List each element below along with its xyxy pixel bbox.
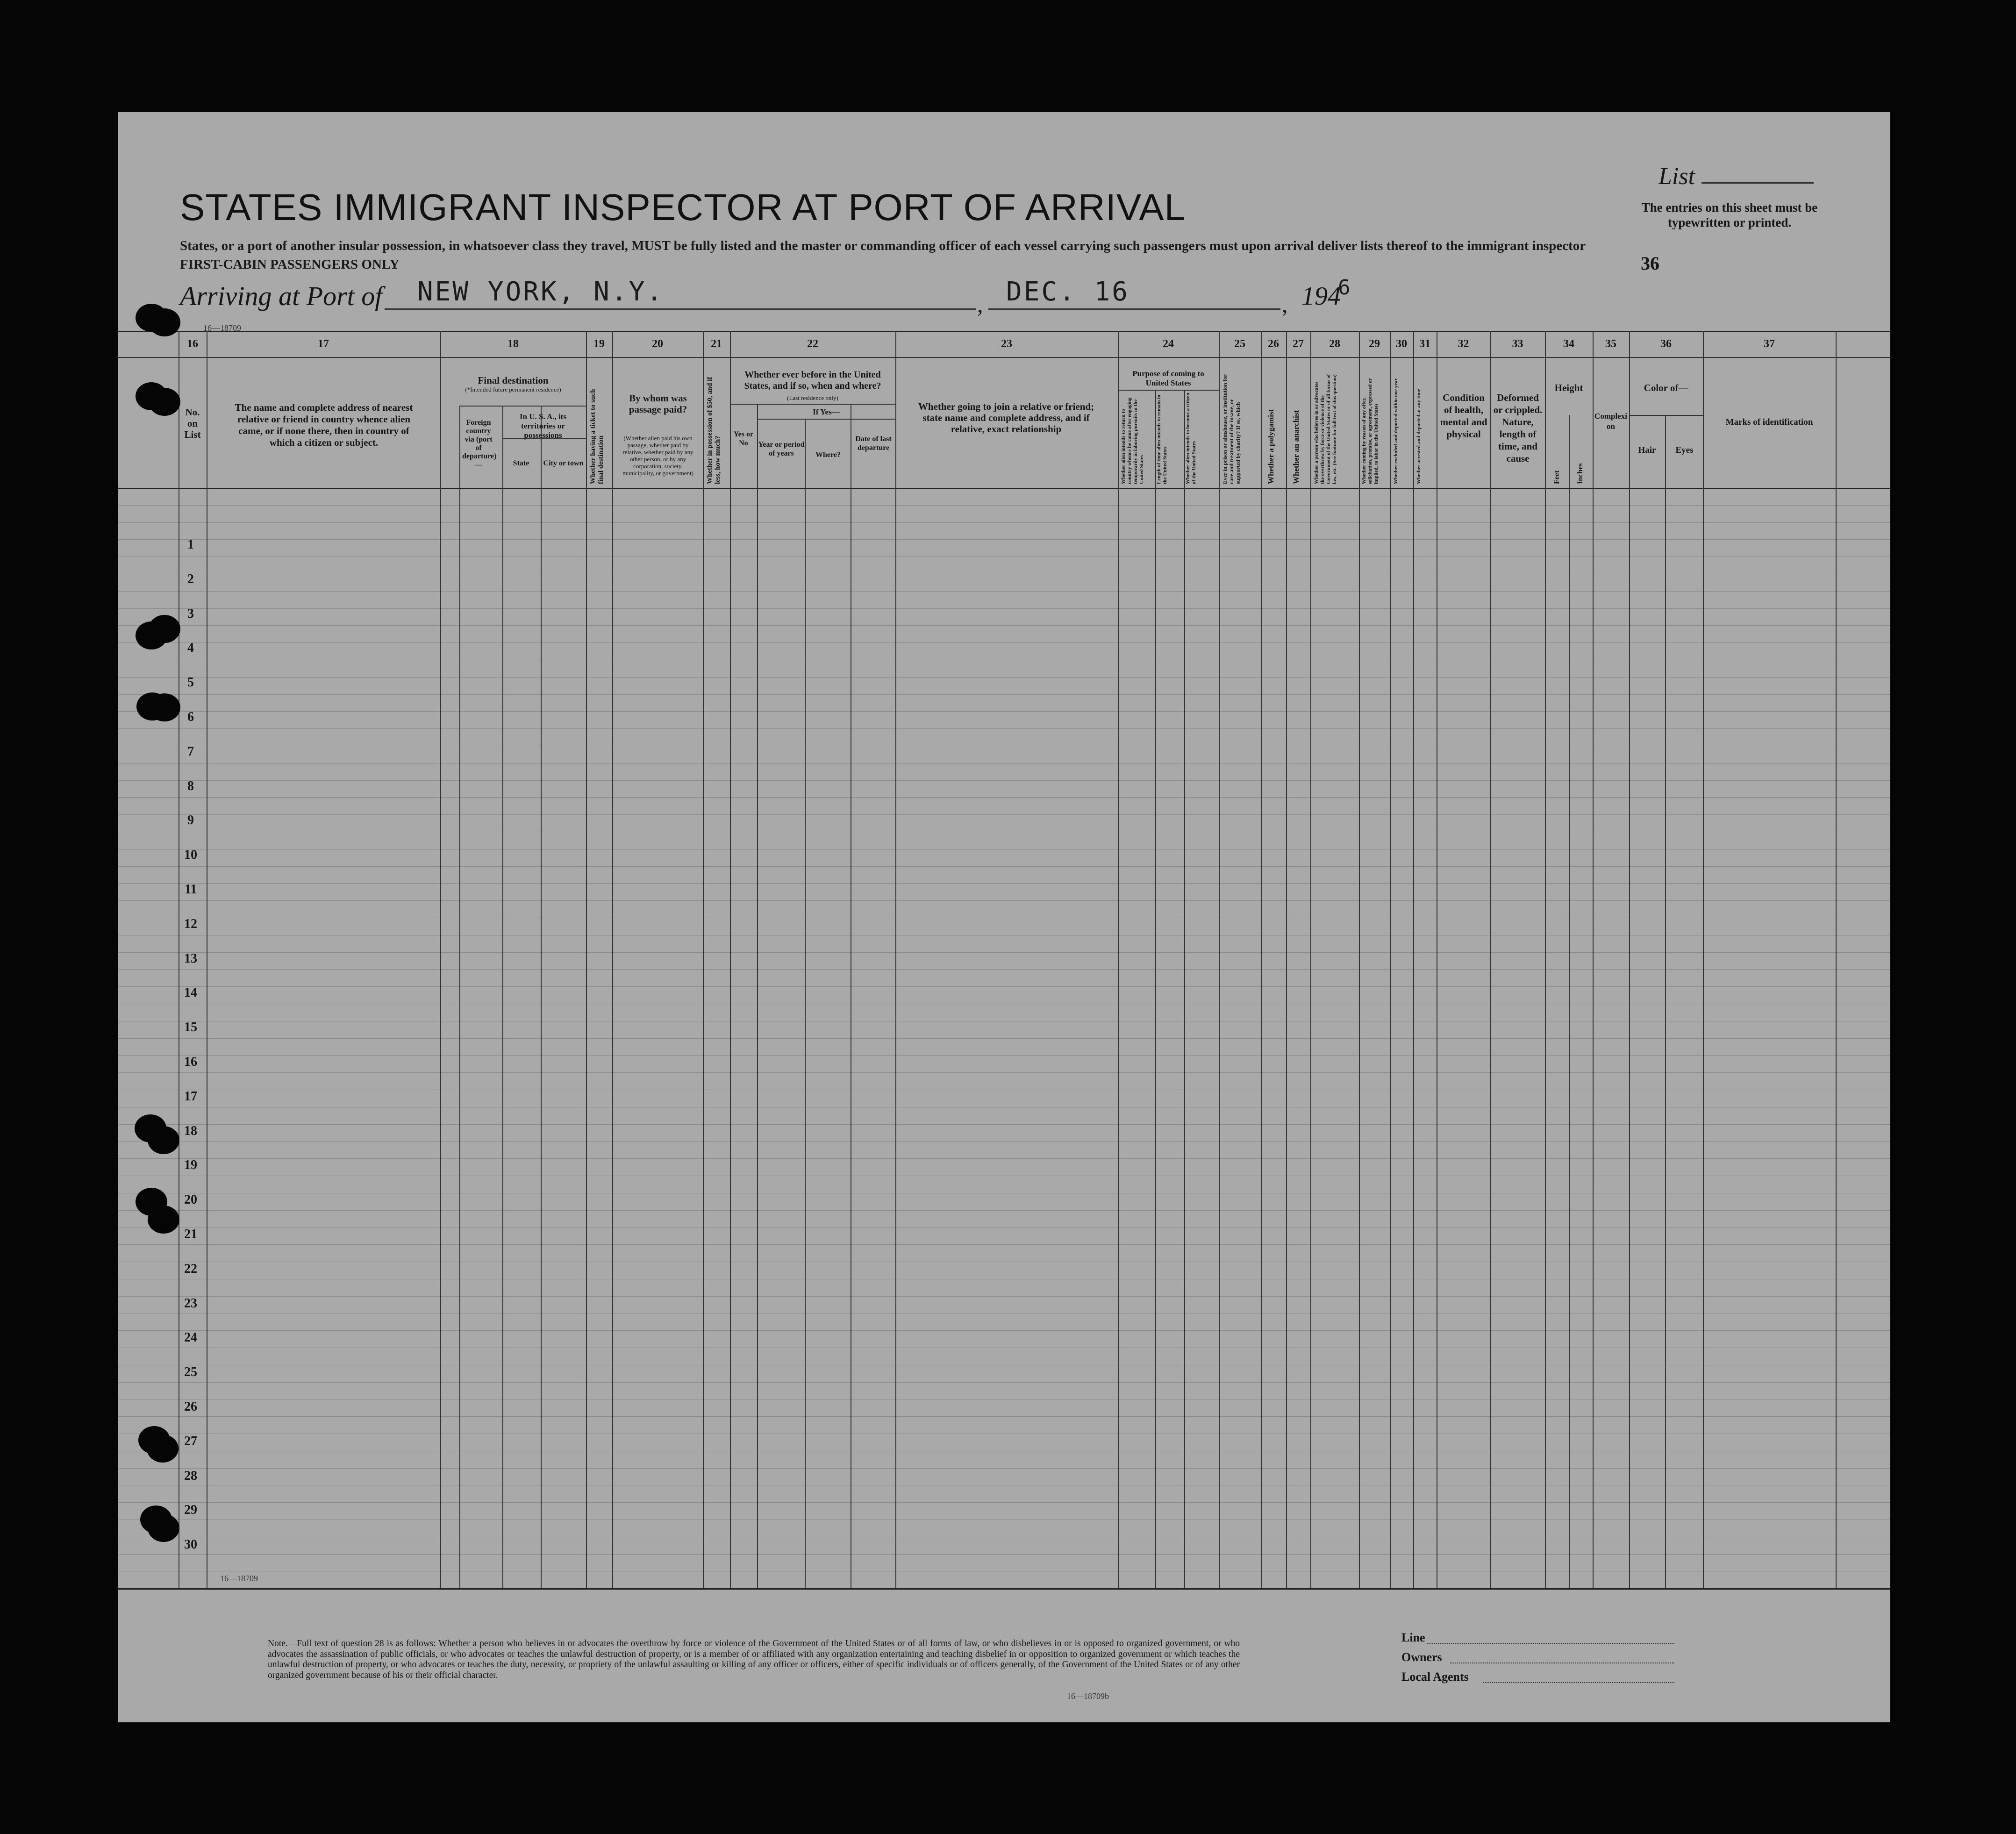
row-number: 4 xyxy=(187,641,194,655)
ruled-line xyxy=(118,883,1890,884)
colnum-34: 34 xyxy=(1563,338,1574,350)
column-line xyxy=(1118,331,1119,1588)
column-line xyxy=(459,406,460,1588)
colnum-23: 23 xyxy=(1001,338,1012,350)
rule-in-usa xyxy=(502,438,586,439)
header-arrested: Whether arrested and deported at any time xyxy=(1416,389,1422,484)
port-value: NEW YORK, N.Y. xyxy=(417,277,665,307)
header-yes-no: Yes or No xyxy=(733,430,754,447)
header-city-town: City or town xyxy=(543,459,584,467)
colnum-21: 21 xyxy=(711,338,722,350)
ruled-line xyxy=(118,797,1890,798)
rule-color-of xyxy=(1629,415,1703,416)
ruled-line xyxy=(118,1158,1890,1159)
colnum-16: 16 xyxy=(187,338,198,350)
colnum-30: 30 xyxy=(1396,338,1407,350)
ruled-line xyxy=(118,642,1890,643)
header-ticket: Whether having a ticket to such final destination xyxy=(589,389,605,484)
header-passage-paid-note: (Whether alien paid his own passage, whether paid by relative, whether paid by any other person, or by any corporation, society, municipality, or government) xyxy=(622,435,693,477)
colnum-25: 25 xyxy=(1234,338,1245,350)
punch-hole xyxy=(149,388,180,416)
punch-hole xyxy=(148,1514,179,1542)
row-number: 29 xyxy=(184,1503,197,1517)
header-last-departure: Date of last departure xyxy=(855,435,892,452)
comma-1: , xyxy=(977,291,983,317)
ruled-line xyxy=(118,625,1890,626)
row-number: 16 xyxy=(184,1055,197,1069)
page-title: STATES IMMIGRANT INSPECTOR AT PORT OF ARRIVAL xyxy=(180,186,1186,228)
row-number: 18 xyxy=(184,1124,197,1138)
header-purpose: Purpose of coming to United States xyxy=(1132,369,1204,387)
arriving-label: Arriving at Port of xyxy=(180,281,383,311)
column-line xyxy=(805,419,806,1588)
header-final-destination-note: (*Intended future permanent residence) xyxy=(465,386,561,393)
header-purpose-citizen: Whether alien intends to become a citizen of the United States xyxy=(1185,392,1197,484)
column-line xyxy=(1359,331,1360,1588)
ruled-line xyxy=(118,780,1890,781)
ruled-line xyxy=(118,1038,1890,1039)
colnum-17: 17 xyxy=(318,338,329,350)
column-line xyxy=(541,406,542,1588)
footnote: Note.—Full text of question 28 is as follows: Whether a person who believes in or advocates the overthrow by force or violence of the Government of the United States or of all forms of law, or who disbelieves in or is opposed to organized government, or who advocates the assassination of public officials, or who advocates or teaches the unlawful destruction of property, or is a member of or affiliated with any organization entertaining and teaching disbelief in or opposition to organized government or which teaches the unlawful destruction of property, or who advocates or teaches the duty, necessity, or propriety of the unlawful assaulting or killing of any officer or officers, either of specific individuals or of officers generally, of the Government of the United States or of any other organized government because of his or their official character. xyxy=(268,1639,1240,1680)
row-number: 14 xyxy=(184,985,197,1000)
colnum-29: 29 xyxy=(1369,338,1380,350)
agents-field xyxy=(1483,1682,1674,1683)
row-number: 23 xyxy=(184,1296,197,1311)
row-number: 8 xyxy=(187,779,194,793)
header-excluded: Whether excluded and deported within one year xyxy=(1393,378,1399,484)
colnum-35: 35 xyxy=(1605,338,1616,350)
header-foreign-country: Foreign country via (port of departure)— xyxy=(462,419,497,469)
rule-height-split xyxy=(1569,415,1570,488)
colnum-24: 24 xyxy=(1163,338,1174,350)
header-prison: Ever in prison or almshouse, or institution for care and treatment of the insane, or supported by charity? If so, which xyxy=(1222,374,1241,484)
header-ever-before-note: (Last residence only) xyxy=(787,394,838,401)
header-if-yes: If Yes— xyxy=(813,407,840,416)
ruled-line xyxy=(118,1055,1890,1056)
row-number: 17 xyxy=(184,1089,197,1104)
ruled-line xyxy=(118,1141,1890,1142)
row-number: 22 xyxy=(184,1262,197,1276)
year-suffix: 6 xyxy=(1338,276,1352,300)
year-prefix: 194 xyxy=(1301,282,1341,311)
header-where: Where? xyxy=(815,451,841,459)
ruled-line xyxy=(118,1330,1890,1331)
line-label: Line xyxy=(1401,1631,1425,1644)
header-health: Condition of health, mental and physical xyxy=(1440,392,1487,440)
header-hair: Hair xyxy=(1638,445,1656,455)
sub-column-line xyxy=(1569,415,1570,1588)
header-in-usa: In U. S. A., its territories or possessions xyxy=(519,412,567,440)
line-field xyxy=(1427,1643,1674,1644)
colnum-19: 19 xyxy=(593,338,605,350)
ruled-line xyxy=(118,969,1890,970)
colnum-31: 31 xyxy=(1419,338,1430,350)
colnum-20: 20 xyxy=(652,338,663,350)
ruled-line xyxy=(118,763,1890,764)
entries-note: The entries on this sheet must be typewritten or printed. xyxy=(1641,200,1818,229)
date-value: DEC. 16 xyxy=(1006,277,1130,307)
punch-hole xyxy=(147,1434,179,1463)
colnum-32: 32 xyxy=(1458,338,1469,350)
header-no-on-list: No. on List xyxy=(184,407,201,440)
cabin-class: FIRST-CABIN PASSENGERS ONLY xyxy=(180,257,400,272)
header-labor-offer: Whether coming by reason of any offer, solicitation, promise, or agreement, expressed or implied, to labor in the United States xyxy=(1361,378,1379,484)
ruled-line xyxy=(118,677,1890,678)
row-number: 12 xyxy=(184,917,197,931)
colnum-27: 27 xyxy=(1293,338,1304,350)
ruled-line xyxy=(118,1124,1890,1125)
sub-column-line xyxy=(1665,415,1666,1588)
ruled-line xyxy=(118,1296,1890,1297)
column-line xyxy=(1286,331,1287,1588)
rule-purpose xyxy=(1118,390,1219,391)
comma-2: , xyxy=(1282,291,1288,317)
row-number: 19 xyxy=(184,1158,197,1172)
punch-hole xyxy=(149,308,180,336)
ruled-line xyxy=(118,505,1890,506)
row-number: 11 xyxy=(184,882,197,897)
ruled-line xyxy=(118,591,1890,592)
row-number: 7 xyxy=(187,744,194,759)
manifest-sheet xyxy=(118,112,1890,1722)
header-final-destination: Final destination xyxy=(478,375,549,386)
ruled-line xyxy=(118,522,1890,523)
colnum-37: 37 xyxy=(1764,338,1775,350)
punch-hole xyxy=(148,1126,179,1154)
ruled-line xyxy=(118,728,1890,729)
column-line xyxy=(1184,390,1185,1588)
header-deformed: Deformed or crippled. Nature, length of time, and cause xyxy=(1493,392,1543,464)
header-inches: Inches xyxy=(1576,463,1584,484)
ruled-line xyxy=(118,1502,1890,1503)
header-height: Height xyxy=(1554,382,1583,393)
form-code-bottom: 16—18709 xyxy=(220,1574,258,1583)
punch-hole xyxy=(148,1206,179,1234)
ruled-line xyxy=(118,952,1890,953)
row-number: 27 xyxy=(184,1434,197,1449)
header-color-of: Color of— xyxy=(1644,382,1688,393)
ruled-line xyxy=(118,1244,1890,1245)
column-line xyxy=(1490,331,1491,1588)
column-line xyxy=(895,331,896,1588)
ruled-line xyxy=(118,1210,1890,1211)
row-number: 15 xyxy=(184,1020,197,1035)
colnum-18: 18 xyxy=(508,338,519,350)
column-line xyxy=(1593,331,1594,1588)
ruled-line xyxy=(118,711,1890,712)
footer-form-code: 16—18709b xyxy=(1067,1691,1109,1701)
row-number: 10 xyxy=(184,848,197,862)
column-line xyxy=(440,331,441,1588)
header-feet: Feet xyxy=(1553,470,1561,484)
column-line xyxy=(1310,331,1311,1588)
header-state: State xyxy=(513,459,529,467)
punch-hole xyxy=(149,615,180,643)
header-q28: Whether a person who believes in or advocates the overthrow by force or violence of the Government of the United States or of all forms of law, etc. (See footnote for full text of this question) xyxy=(1314,374,1337,484)
form-code-top: 16—18709 xyxy=(203,323,241,333)
row-number: 2 xyxy=(187,572,194,586)
ruled-line xyxy=(118,608,1890,609)
header-purpose-length: Length of time alien intends to remain in the United States xyxy=(1156,394,1168,484)
column-line xyxy=(502,406,503,1588)
row-number: 30 xyxy=(184,1537,197,1552)
ruled-line xyxy=(118,539,1890,540)
column-line xyxy=(1390,331,1391,1588)
ruled-line xyxy=(118,1382,1890,1383)
colnum-28: 28 xyxy=(1329,338,1340,350)
header-nearest-relative: The name and complete address of nearest relative or friend in country whence alien came, or if none there, then in country of which a citizen or subject. xyxy=(235,402,413,448)
row-number: 26 xyxy=(184,1399,197,1414)
ruled-line xyxy=(118,814,1890,815)
rule-header-bottom xyxy=(118,488,1890,489)
ruled-line xyxy=(118,986,1890,987)
rule-ever-before xyxy=(730,404,895,405)
row-number: 24 xyxy=(184,1330,197,1345)
page-subtitle: States, or a port of another insular possession, in whatsoever class they travel, MUST be fully listed and the master or commanding officer of each vessel carrying such passengers must upon arrival deliver lists thereof to the immigrant inspector xyxy=(180,238,1586,253)
colnum-33: 33 xyxy=(1512,338,1523,350)
ruled-line xyxy=(118,694,1890,695)
rule-top xyxy=(118,331,1890,332)
list-number-line xyxy=(1701,182,1814,184)
header-polygamist: Whether a polygamist xyxy=(1266,409,1275,484)
header-join-relative: Whether going to join a relative or friend; state name and complete address, and if relative, exact relationship xyxy=(918,401,1094,435)
row-number: 6 xyxy=(187,710,194,724)
header-eyes: Eyes xyxy=(1675,445,1694,455)
row-number: 3 xyxy=(187,607,194,621)
ruled-line xyxy=(118,1554,1890,1555)
column-line xyxy=(1261,331,1262,1588)
column-line xyxy=(757,404,758,1588)
header-anarchist: Whether an anarchist xyxy=(1292,410,1301,484)
punch-hole xyxy=(149,693,180,721)
column-line xyxy=(612,331,613,1588)
column-line xyxy=(703,331,704,1588)
ruled-line xyxy=(118,1072,1890,1073)
row-number: 13 xyxy=(184,951,197,966)
column-line xyxy=(1629,331,1630,1588)
column-line xyxy=(1155,390,1156,1588)
header-complexion: Complexion xyxy=(1594,412,1627,431)
column-line xyxy=(1703,331,1704,1588)
rule-colnums xyxy=(118,357,1890,358)
date-line xyxy=(988,308,1280,310)
column-line xyxy=(1219,331,1220,1588)
header-marks: Marks of identification xyxy=(1725,417,1813,427)
list-label: List xyxy=(1659,163,1695,190)
row-number: 1 xyxy=(187,537,194,552)
port-line xyxy=(385,308,976,310)
ruled-line xyxy=(118,866,1890,867)
ruled-line xyxy=(118,1416,1890,1417)
column-line xyxy=(1836,331,1837,1588)
row-number: 20 xyxy=(184,1192,197,1207)
ruled-line xyxy=(118,900,1890,901)
colnum-36: 36 xyxy=(1660,338,1672,350)
header-year-period: Year or period of years xyxy=(758,441,805,457)
row-number: 21 xyxy=(184,1227,197,1242)
rule-if-yes xyxy=(757,419,895,420)
ruled-line xyxy=(118,1468,1890,1469)
colnum-26: 26 xyxy=(1268,338,1279,350)
column-line xyxy=(1413,331,1414,1588)
sheet-number: 36 xyxy=(1641,253,1659,274)
row-number: 28 xyxy=(184,1469,197,1483)
header-fifty-dollars: Whether in possession of $50, and if less, how much? xyxy=(706,377,722,484)
row-number: 25 xyxy=(184,1365,197,1379)
rule-bottom xyxy=(118,1588,1890,1590)
rule-final-destination xyxy=(459,406,586,407)
column-line xyxy=(730,331,731,1588)
row-number: 9 xyxy=(187,813,194,828)
column-line xyxy=(586,331,587,1588)
owners-label: Owners xyxy=(1401,1650,1442,1664)
agents-label: Local Agents xyxy=(1401,1670,1469,1684)
header-ever-before: Whether ever before in the United States, and if so, when and where? xyxy=(744,370,881,391)
row-number: 5 xyxy=(187,675,194,690)
header-purpose-return: Whether alien intends to return to country whence he came after engaging temporarily in laboring pursuits in the United States xyxy=(1121,397,1144,484)
colnum-22: 22 xyxy=(807,338,818,350)
header-passage-paid: By whom was passage paid? xyxy=(629,392,687,415)
column-line xyxy=(1545,331,1546,1588)
